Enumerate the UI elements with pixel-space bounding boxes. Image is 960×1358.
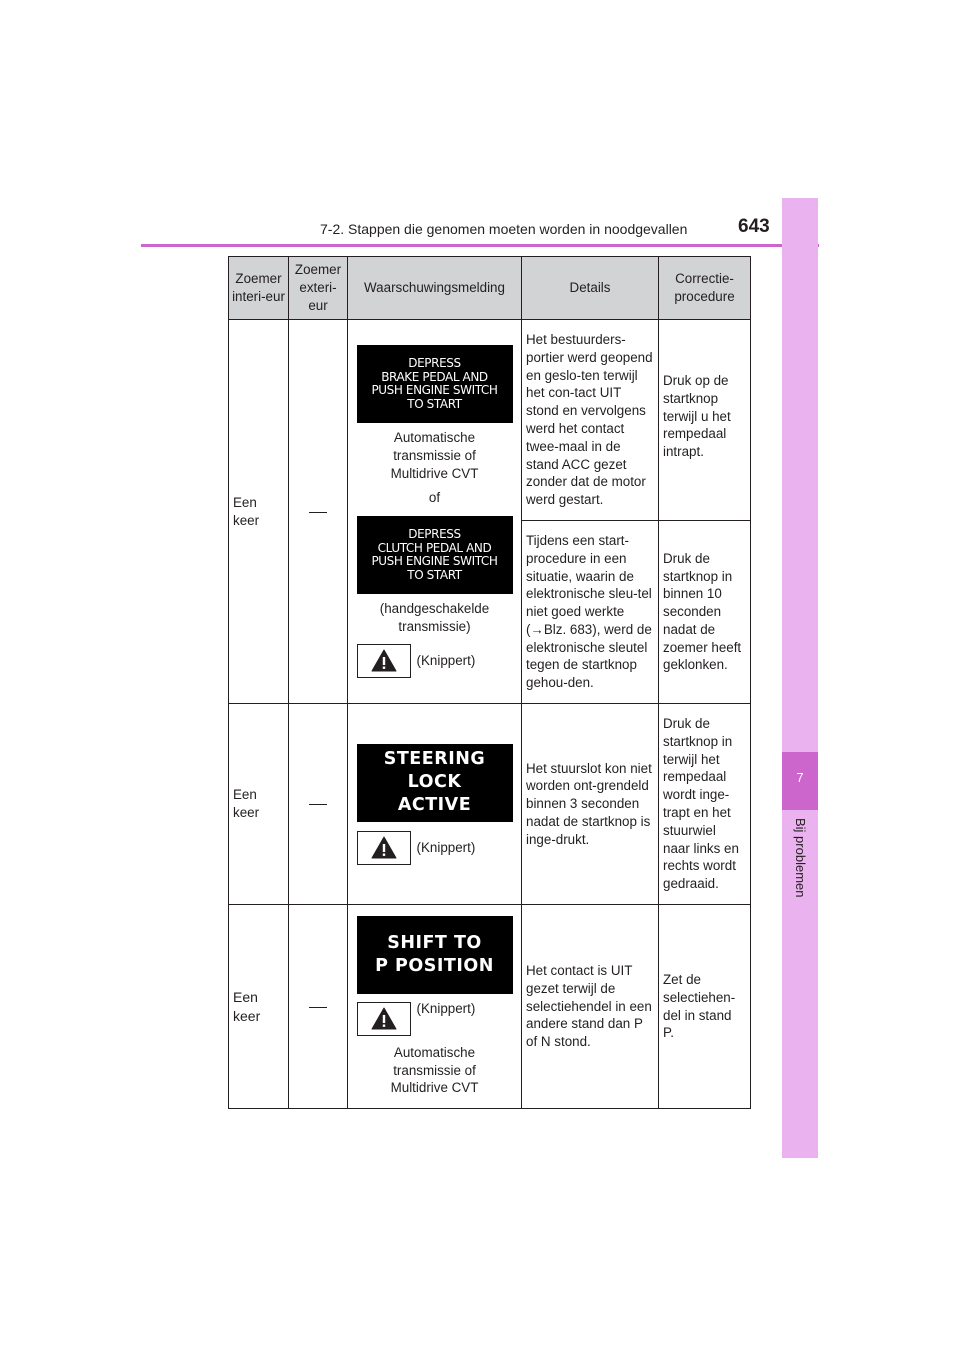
details-cell: Het contact is UIT gezet terwijl de selectiehendel in een andere stand dan P of N stond.	[522, 905, 659, 1109]
warning-triangle-icon	[357, 1002, 411, 1036]
warning-message-cell	[348, 320, 522, 704]
warning-indicator	[357, 831, 513, 865]
blink-label: (Knippert)	[416, 839, 476, 855]
dash-mark	[309, 512, 327, 513]
display-depress-clutch: DEPRESS CLUTCH PEDAL AND PUSH ENGINE SWITCH TO START	[357, 516, 513, 594]
warning-message-cell	[348, 905, 522, 1109]
buzzer-exterior-cell	[289, 320, 348, 704]
chapter-title: Bij problemen	[793, 818, 808, 898]
table-row	[229, 320, 751, 521]
display-depress-brake: DEPRESS BRAKE PEDAL AND PUSH ENGINE SWITCH TO START	[357, 345, 513, 423]
caption-automatic: Automatische transmissie of Multidrive CVT	[390, 430, 479, 481]
blink-label: (Knippert)	[416, 652, 476, 668]
header-divider	[141, 244, 819, 247]
table-row	[229, 905, 751, 1109]
buzzer-interior-cell: Een keer	[229, 905, 289, 1109]
correction-cell: Druk op de startknop terwijl u het rempedaal intrapt.	[659, 320, 751, 521]
header-correction: Correctie-procedure	[659, 257, 751, 320]
caption-or: of	[428, 489, 441, 505]
buzzer-interior-cell: Een keer	[229, 704, 289, 905]
table-row	[229, 704, 751, 905]
warning-triangle-icon	[357, 831, 411, 865]
caption-manual: (handgeschakelde transmissie)	[379, 601, 490, 635]
header-buzzer-interior: Zoemer interi-eur	[229, 257, 289, 320]
chapter-tab	[782, 198, 818, 1158]
display-shift-to-p: SHIFT TO P POSITION	[357, 916, 513, 994]
dash-mark	[309, 1007, 327, 1008]
buzzer-interior-cell: Een keer	[229, 320, 289, 704]
header-buzzer-exterior: Zoemer exteri-eur	[289, 257, 348, 320]
warning-message-cell	[348, 704, 522, 905]
display-steering-lock: STEERING LOCK ACTIVE	[357, 744, 513, 822]
page-number: 643	[738, 216, 770, 237]
details-cell: Het bestuurders-portier werd geopend en geslo-ten terwijl het con-tact UIT stond en vervolgens werd het contact twee-maal in de stand ACC gezet zonder dat de motor werd gestart.	[522, 320, 659, 521]
dash-mark	[309, 804, 327, 805]
warning-table	[228, 256, 751, 1109]
warning-indicator	[357, 644, 513, 678]
buzzer-exterior-cell	[289, 905, 348, 1109]
chapter-number: 7	[796, 770, 804, 785]
correction-cell: Zet de selectiehen-del in stand P.	[659, 905, 751, 1109]
buzzer-exterior-cell	[289, 704, 348, 905]
blink-label: (Knippert)	[416, 1000, 476, 1016]
table-header-row	[229, 257, 751, 320]
correction-cell: Druk de startknop in binnen 10 seconden nadat de zoemer heeft geklonken.	[659, 521, 751, 704]
correction-cell: Druk de startknop in terwijl het rempedaal wordt inge-trapt en het stuurwiel naar links en rechts wordt gedraaid.	[659, 704, 751, 905]
details-cell: Tijdens een start-procedure in een situatie, waarin de elektronische sleu-tel niet goed werkte (→Blz. 683), werd de elektronische sleutel tegen de startknop gehou-den.	[522, 521, 659, 704]
warning-triangle-icon	[357, 644, 411, 678]
header-warning-message: Waarschuwingsmelding	[348, 257, 522, 320]
details-cell: Het stuurslot kon niet worden ont-grendeld binnen 3 seconden nadat de startknop is inge-drukt.	[522, 704, 659, 905]
header-details: Details	[522, 257, 659, 320]
section-title: 7-2. Stappen die genomen moeten worden in noodgevallen	[320, 221, 688, 237]
warning-indicator	[357, 1002, 513, 1036]
caption-automatic: Automatische transmissie of Multidrive CVT	[390, 1044, 479, 1096]
